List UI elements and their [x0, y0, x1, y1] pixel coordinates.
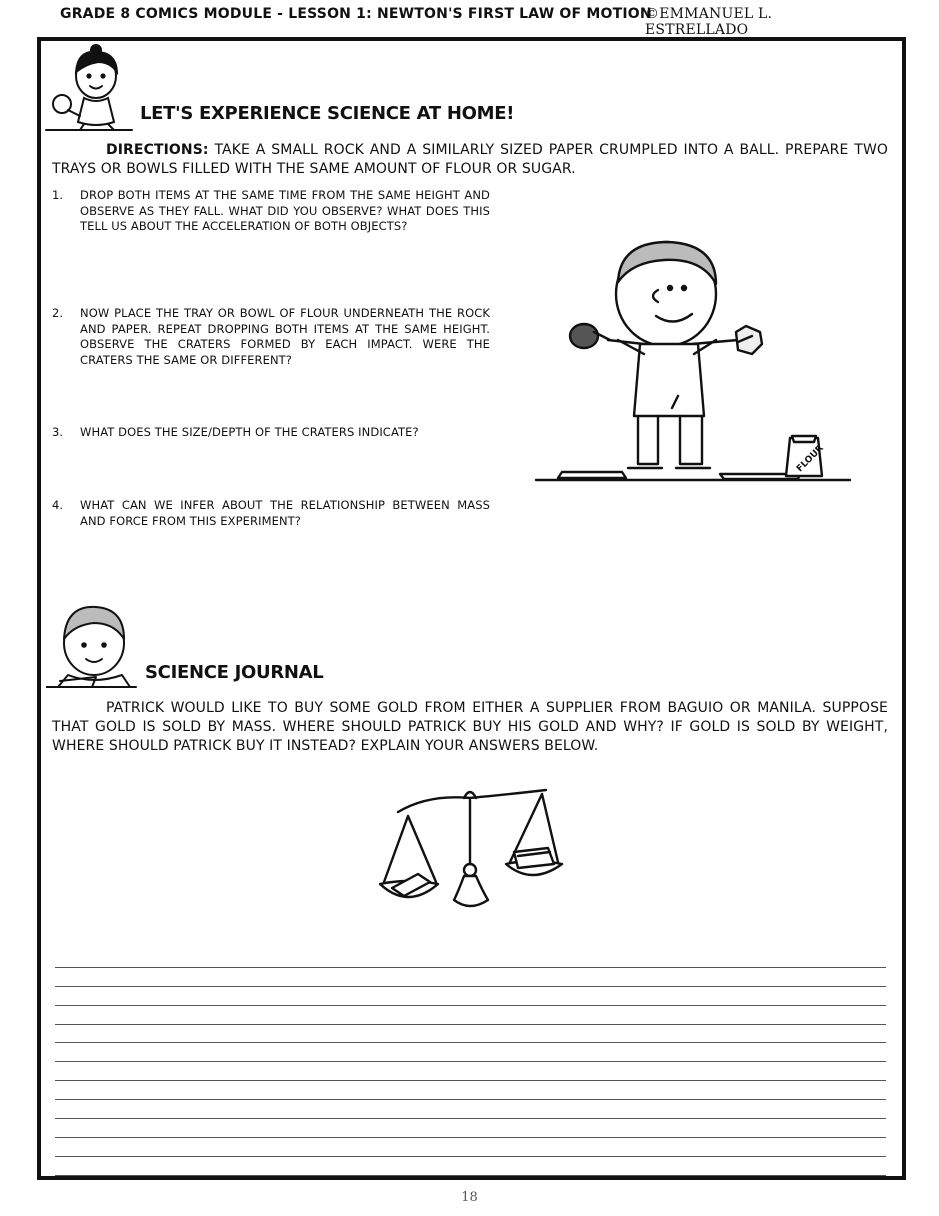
directions-label: DIRECTIONS: [106, 142, 209, 158]
directions-paragraph [52, 141, 888, 179]
answer-line[interactable] [55, 1119, 886, 1138]
answer-line[interactable] [55, 1006, 886, 1025]
page-header [60, 4, 880, 38]
answer-line[interactable] [55, 987, 886, 1006]
module-title: GRADE 8 COMICS MODULE - LESSON 1: NEWTON'S FIRST LAW OF MOTION [60, 6, 652, 22]
answer-line[interactable] [55, 949, 886, 968]
question-2: 2. NOW PLACE THE TRAY OR BOWL OF FLOUR UNDERNEATH THE ROCK AND PAPER. REPEAT DROPPING BOTH ITEMS AT THE SAME HEIGHT. OBSERVE THE CRATERS FORMED BY EACH IMPACT. WERE THE CRATERS THE SAME OR DIFFERENT? [52, 306, 490, 367]
page-number: 18 [461, 1190, 478, 1205]
answer-lines[interactable] [55, 949, 886, 1176]
flour-bag-label: FLOUR [795, 443, 826, 475]
balance-scale-illustration [378, 782, 568, 914]
directions-text: TAKE A SMALL ROCK AND A SIMILARLY SIZED PAPER CRUMPLED INTO A BALL. PREPARE TWO TRAYS OR BOWLS FILLED WITH THE SAME AMOUNT OF FLOUR OR SUGAR. [52, 142, 889, 177]
answer-line[interactable] [55, 1062, 886, 1081]
answer-line[interactable] [55, 1157, 886, 1176]
journal-title: SCIENCE JOURNAL [145, 662, 324, 683]
journal-prompt: PATRICK WOULD LIKE TO BUY SOME GOLD FROM EITHER A SUPPLIER FROM BAGUIO OR MANILA. SUPPOSE THAT GOLD IS SOLD BY MASS. WHERE SHOULD PATRICK BUY HIS GOLD AND WHY? IF GOLD IS SOLD BY WEIGHT, WHERE SHOULD PATRICK BUY IT INSTEAD? EXPLAIN YOUR ANSWERS BELOW. [52, 700, 888, 754]
answer-line[interactable] [55, 1100, 886, 1119]
question-3: 3. WHAT DOES THE SIZE/DEPTH OF THE CRATERS INDICATE? [52, 425, 419, 439]
boy-writing-illustration [46, 601, 140, 693]
copyright: ©EMMANUEL L. ESTRELLADO [645, 6, 773, 38]
question-4: 4. WHAT CAN WE INFER ABOUT THE RELATIONSHIP BETWEEN MASS AND FORCE FROM THIS EXPERIMENT? [52, 498, 490, 528]
boy-rock-paper-illustration [532, 236, 854, 486]
answer-line[interactable] [55, 1025, 886, 1044]
question-1: 1. DROP BOTH ITEMS AT THE SAME TIME FROM THE SAME HEIGHT AND OBSERVE AS THEY FALL. WHAT DID YOU OBSERVE? WHAT DOES THIS TELL US ABOUT THE ACCELERATION OF BOTH OBJECTS? [52, 188, 490, 233]
answer-line[interactable] [55, 1081, 886, 1100]
experience-title: LET'S EXPERIENCE SCIENCE AT HOME! [140, 103, 515, 124]
girl-magnifier-illustration [44, 42, 136, 134]
answer-line[interactable] [55, 1043, 886, 1062]
answer-line[interactable] [55, 1138, 886, 1157]
answer-line[interactable] [55, 968, 886, 987]
